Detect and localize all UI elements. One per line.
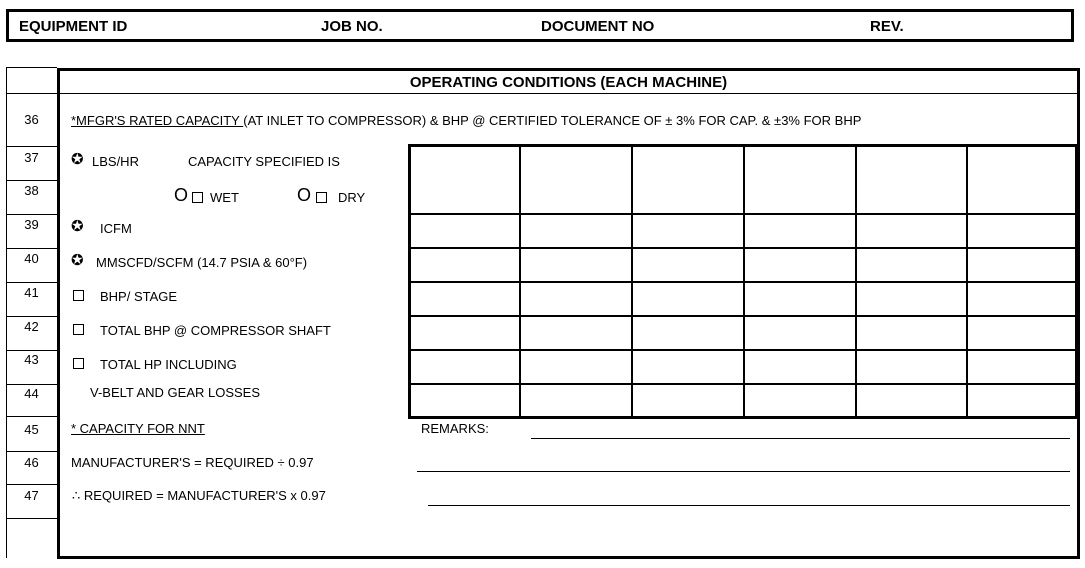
job-no-label: JOB NO. [321, 18, 383, 35]
line-number-44: 44 [24, 386, 39, 401]
capacity-nnt-label: * CAPACITY FOR NNT [71, 421, 205, 436]
grid-row-line [408, 213, 1078, 215]
bhp-stage-checkbox[interactable] [73, 288, 84, 306]
remarks-line[interactable] [417, 471, 1070, 472]
line-separator [6, 248, 57, 249]
grid-row-line [408, 349, 1078, 351]
checkbox-icon [73, 324, 84, 335]
wet-option-circle[interactable]: O [174, 185, 189, 205]
rated-capacity-row [71, 113, 861, 128]
line-separator [6, 350, 57, 351]
total-hp-label: TOTAL HP INCLUDING [100, 357, 237, 372]
line-separator [6, 282, 57, 283]
line-separator [6, 384, 57, 385]
capacity-specified-label: CAPACITY SPECIFIED IS [188, 154, 340, 169]
line-number-39: 39 [24, 217, 39, 232]
total-bhp-checkbox[interactable] [73, 322, 84, 340]
mmscfd-label: MMSCFD/SCFM (14.7 PSIA & 60°F) [96, 255, 308, 270]
remarks-line[interactable] [531, 438, 1070, 439]
section-title: OPERATING CONDITIONS (EACH MACHINE) [409, 74, 728, 91]
line-number-36: 36 [24, 112, 39, 127]
line-separator [6, 451, 57, 452]
line-separator [6, 484, 57, 485]
line-number-41: 41 [24, 285, 39, 300]
header-box [6, 9, 1074, 42]
remarks-line[interactable] [428, 505, 1070, 506]
equipment-id-label: EQUIPMENT ID [19, 18, 128, 35]
grid-row-line [408, 383, 1078, 385]
line-number-46: 46 [24, 455, 39, 470]
manufacturer-formula: MANUFACTURER'S = REQUIRED ÷ 0.97 [71, 455, 314, 470]
document-no-label: DOCUMENT NO [541, 18, 655, 35]
line-separator [6, 93, 57, 94]
rev-label: REV. [870, 18, 904, 35]
grid-row-line [408, 315, 1078, 317]
dry-checkbox[interactable] [316, 190, 327, 208]
line-number-40: 40 [24, 251, 39, 266]
required-formula: ∴ REQUIRED = MANUFACTURER'S x 0.97 [72, 488, 326, 503]
grid-row-line [408, 247, 1078, 249]
star-circle-icon[interactable]: ✪ [71, 151, 84, 168]
checkbox-icon [73, 358, 84, 369]
remarks-label: REMARKS: [421, 421, 489, 436]
line-separator [6, 518, 57, 519]
line-separator [6, 416, 57, 417]
line-number-45: 45 [24, 422, 39, 437]
bhp-stage-label: BHP/ STAGE [100, 289, 178, 304]
line-separator [6, 146, 57, 147]
line-number-47: 47 [24, 488, 39, 503]
dry-option-circle[interactable]: O [297, 185, 312, 205]
dry-label: DRY [338, 190, 366, 205]
line-separator [6, 180, 57, 181]
wet-checkbox[interactable] [192, 190, 203, 208]
star-circle-icon[interactable]: ✪ [71, 252, 84, 269]
checkbox-icon [192, 192, 203, 203]
lbs-hr-label: LBS/HR [92, 154, 139, 169]
icfm-label: ICFM [100, 221, 132, 236]
line-separator [6, 214, 57, 215]
line-number-37: 37 [24, 150, 39, 165]
grid-row-line [408, 281, 1078, 283]
line-number-43: 43 [24, 352, 39, 367]
rated-capacity-text: (AT INLET TO COMPRESSOR) & BHP @ CERTIFIED TOLERANCE OF ± 3% FOR CAP. & ±3% FOR BHP [243, 113, 862, 128]
star-circle-icon[interactable]: ✪ [71, 218, 84, 235]
vbelt-label: V-BELT AND GEAR LOSSES [90, 385, 261, 400]
line-number-42: 42 [24, 319, 39, 334]
checkbox-icon [73, 290, 84, 301]
rated-capacity-label: *MFGR'S RATED CAPACITY [71, 113, 244, 128]
line-number-38: 38 [24, 183, 39, 198]
total-hp-checkbox[interactable] [73, 356, 84, 374]
wet-label: WET [210, 190, 239, 205]
checkbox-icon [316, 192, 327, 203]
total-bhp-label: TOTAL BHP @ COMPRESSOR SHAFT [100, 323, 331, 338]
line-separator [6, 316, 57, 317]
